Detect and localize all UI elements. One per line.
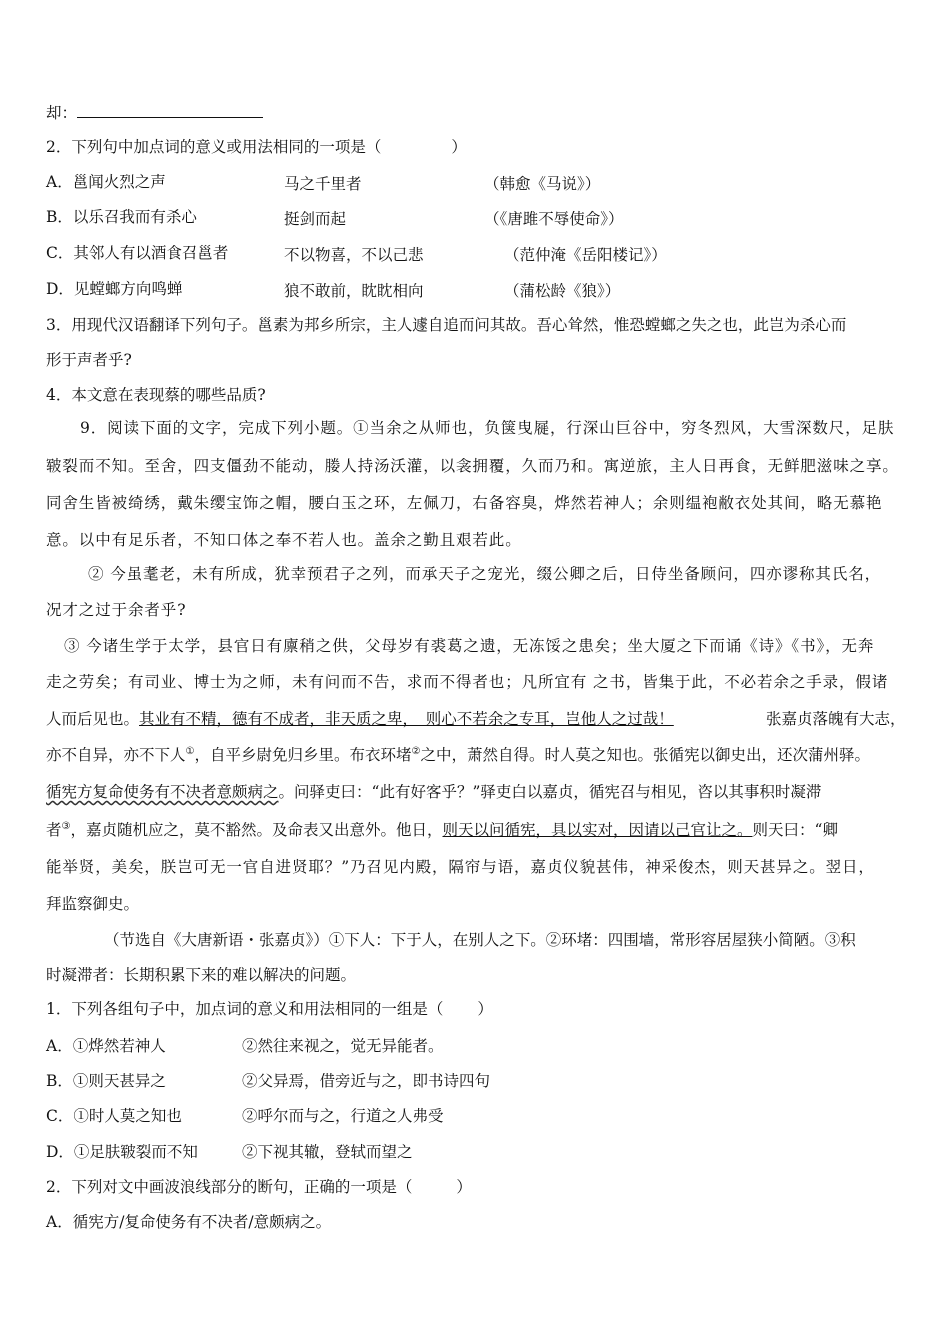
passage-p2-line-2: 况才之过于余者乎? (46, 601, 187, 619)
passage-p4-line-1: 亦不自异，亦不下人①，自平乡尉免归乡里。布衣环堵②之中，萧然自得。时人莫之知也。张循宪以御史出，还次蒲州驿。 (46, 745, 870, 764)
underlined-sentence: 其业有不精，德有不成者，非天质之卑， 则心不若余之专耳，岂他人之过哉！ (139, 710, 674, 728)
sub-q1-option-a: A．①烨然若神人 (46, 1037, 166, 1055)
q2-option-b-c: （《唐雎不辱使命》） (484, 210, 624, 228)
passage-p3-line-3: 人而后见也。其业有不精，德有不成者，非天质之卑， 则心不若余之专耳，岂他人之过哉！ (46, 710, 674, 728)
q2-option-d: D．见螳螂方向鸣蝉 (46, 280, 183, 298)
q2-option-d-c: （蒲松龄《狼》） (504, 282, 621, 300)
footnote-3-marker: ③ (61, 820, 71, 832)
q2-stem: 2．下列句中加点词的意义或用法相同的一项是（ ） (46, 138, 467, 156)
q3-line-1: 3．用现代汉语翻译下列句子。邕素为邦乡所宗，主人遽自追而问其故。吾心耸然，惟恐螳螂之失之也，此岂为杀心而 (46, 316, 847, 334)
q2-option-c-b: 不以物喜，不以己悲 (284, 246, 424, 264)
footnote-2-marker: ② (411, 745, 421, 757)
sub-q1-option-d: D．①足肤皲裂而不知 (46, 1143, 198, 1161)
sub-q1-option-c: C．①时人莫之知也 (46, 1107, 182, 1125)
q2-option-c: C．其邻人有以酒食召邕者 (46, 244, 229, 262)
passage-p4-line-5: 拜监察御史。 (46, 895, 140, 913)
sub-q1-option-b-b: ②父异焉，借旁近与之，即书诗四句 (242, 1072, 491, 1090)
q2-option-a: A．邕闻火烈之声 (46, 173, 166, 191)
sub-q1-option-b: B．①则天甚异之 (46, 1072, 166, 1090)
sub-q2-stem: 2．下列对文中画波浪线部分的断句，正确的一项是（ ） (46, 1178, 472, 1196)
que-prefix: 却： (46, 104, 78, 122)
wavy-underlined-sentence: 循宪方复命使务有不决者意颇病之 (46, 783, 279, 801)
passage-p3-line-1: ③ 今诸生学于太学，县官日有廪稍之供，父母岁有裘葛之遗，无冻馁之患矣；坐大厦之下而诵《诗》《书》，无奔 (64, 637, 875, 655)
passage-p1-line-3: 同舍生皆被绮绣，戴朱缨宝饰之帽，腰白玉之环，左佩刀，右备容臭，烨然若神人；余则缊袍敝衣处其间，略无慕艳 (46, 494, 883, 512)
q2-option-c-c: （范仲淹《岳阳楼记》） (504, 246, 667, 264)
q2-option-a-b: 马之千里者 (284, 175, 362, 193)
footnote-1-marker: ① (185, 745, 195, 757)
passage-p1-line-4: 意。以中有足乐者，不知口体之奉不若人也。盖余之勤且艰若此。 (46, 531, 522, 549)
q2-option-a-c: （韩愈《马说》） (484, 175, 601, 193)
passage-p4-line-4: 能举贤，美矣，朕岂可无一官自进贤耶？”乃召见内殿，隔帘与语，嘉贞仪貌甚伟，神采俊杰，则天甚异之。翌日， (46, 858, 875, 876)
source-note-line-1: （节选自《大唐新语・张嘉贞》）①下人：下于人，在别人之下。②环堵：四围墙，常形容居屋狭小简陋。③积 (104, 931, 856, 949)
sub-q1-option-d-b: ②下视其辙，登轼而望之 (242, 1143, 413, 1161)
q3-line-2: 形于声者乎? (46, 351, 132, 369)
answer-blank (77, 103, 263, 118)
passage-p3-line-2: 走之劳矣；有司业、博士为之师，未有问而不告，求而不得者也；凡所宜有 之书，皆集于此，不必若余之手录，假诸 (46, 673, 889, 691)
passage-p4-line-3: 者③，嘉贞随机应之，莫不豁然。及命表又出意外。他日，则天以问循宪，具以实对，因请以己官让之。则天曰：“卿 (46, 820, 838, 839)
passage-p2-line-1: ② 今虽耄老，未有所成，犹幸预君子之列，而承天子之宠光，缀公卿之后，日侍坐备顾问，四亦谬称其氏名， (88, 565, 882, 583)
source-note-line-2: 时凝滞者：长期积累下来的难以解决的问题。 (46, 966, 357, 984)
sub-q1-option-a-b: ②然往来视之，觉无异能者。 (242, 1037, 444, 1055)
answer-line-que (46, 103, 263, 123)
passage-p1-line-1: 9．阅读下面的文字，完成下列小题。①当余之从师也，负箧曳屣，行深山巨谷中，穷冬烈风，大雪深数尺，足肤 (80, 419, 895, 437)
q2-option-d-b: 狼不敢前，眈眈相向 (284, 282, 424, 300)
underlined-sentence-2: 则天以问循宪，具以实对，因请以己官让之。 (442, 821, 753, 839)
passage-p1-line-2: 皲裂而不知。至舍，四支僵劲不能动，媵人持汤沃灌，以衾拥覆，久而乃和。寓逆旅，主人日再食，无鲜肥滋味之享。 (46, 457, 899, 475)
q4-line: 4．本文意在表现蔡的哪些品质? (46, 386, 266, 404)
passage-p4-start: 张嘉贞落魄有大志， (766, 710, 906, 728)
sub-q1-stem: 1．下列各组句子中，加点词的意义和用法相同的一组是（ ） (46, 1000, 493, 1018)
q2-option-b-b: 挺剑而起 (284, 210, 347, 228)
passage-p4-line-2: 循宪方复命使务有不决者意颇病之。问驿吏曰：“此有好客乎？”驿吏白以嘉贞，循宪召与相见，咨以其事积时凝滞 (46, 783, 822, 801)
sub-q2-option-a: A．循宪方/复命使务有不决者/意颇病之。 (46, 1213, 332, 1231)
sub-q1-option-c-b: ②呼尔而与之，行道之人弗受 (242, 1107, 444, 1125)
q2-option-b: B．以乐召我而有杀心 (46, 208, 197, 226)
